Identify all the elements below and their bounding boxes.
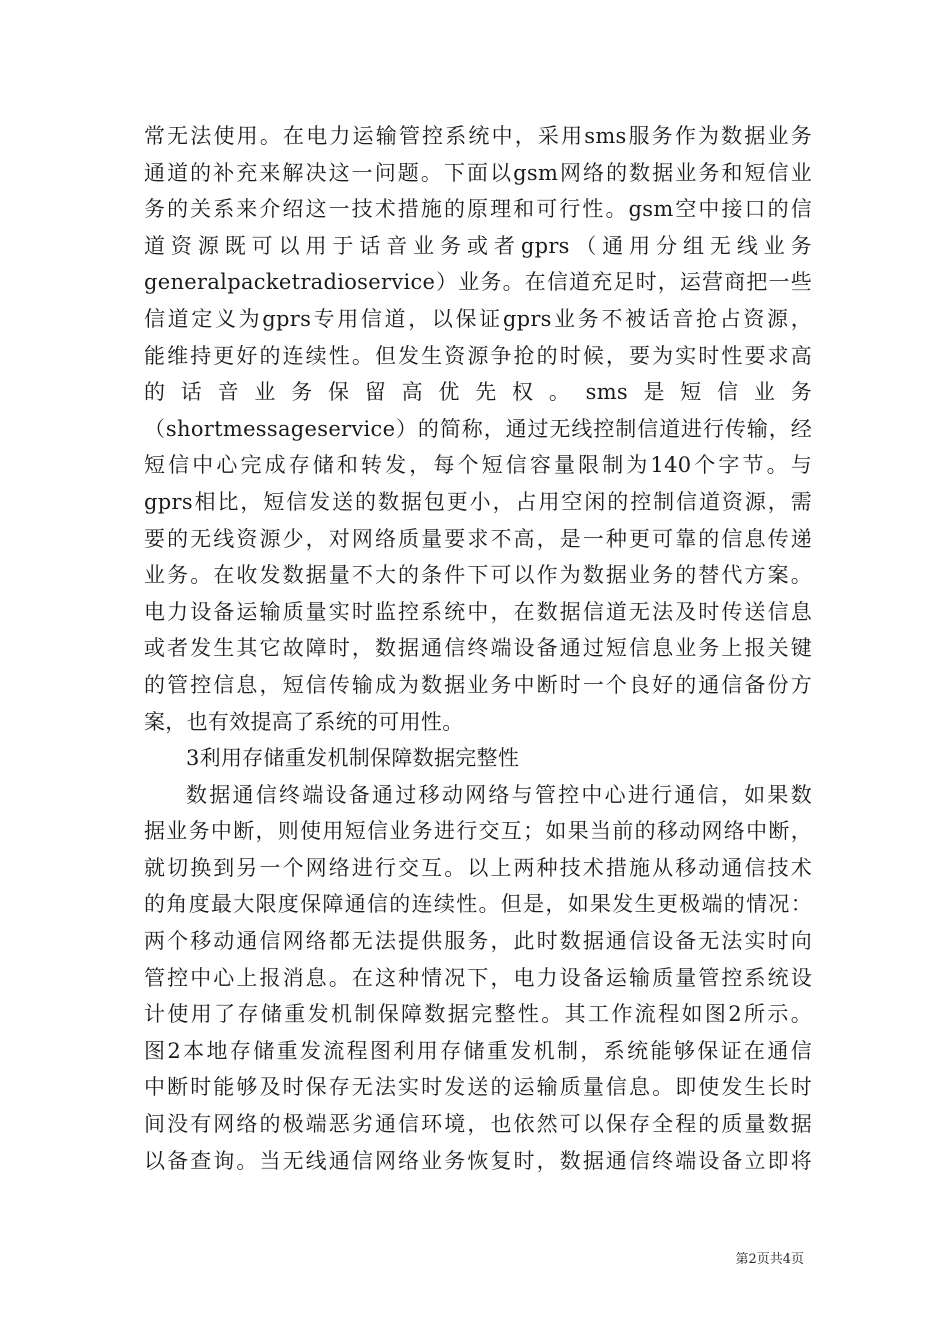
text-line: generalpacketradioservice）业务。在信道充足时，运营商把一些 [144, 270, 812, 295]
text-line: 案，也有效提高了系统的可用性。 [144, 709, 464, 734]
text-line: 信道定义为gprs专用信道，以保证gprs业务不被话音抢占资源， [144, 306, 812, 331]
text-line: 的管控信息，短信传输成为数据业务中断时一个良好的通信备份方 [144, 672, 812, 697]
text-line: 两个移动通信网络都无法提供服务，此时数据通信设备无法实时向 [144, 929, 812, 954]
text-line: 通道的补充来解决这一问题。下面以gsm网络的数据业务和短信业 [144, 160, 812, 185]
text-line: 电力设备运输质量实时监控系统中，在数据信道无法及时传送信息 [144, 599, 812, 624]
text-line: 间没有网络的极端恶劣通信环境，也依然可以保存全程的质量数据 [144, 1112, 812, 1137]
text-line: 数据通信终端设备通过移动网络与管控中心进行通信，如果数 [186, 782, 812, 807]
body-text [144, 118, 812, 1179]
text-line: 计使用了存储重发机制保障数据完整性。其工作流程如图2所示。 [144, 1002, 812, 1027]
text-line: 以备查询。当无线通信网络业务恢复时，数据通信终端设备立即将 [144, 1148, 812, 1173]
text-line: 道资源既可以用于话音业务或者gprs（通用分组无线业务 [144, 233, 812, 258]
text-line: 据业务中断，则使用短信业务进行交互；如果当前的移动网络中断， [144, 819, 812, 844]
text-line: 务的关系来介绍这一技术措施的原理和可行性。gsm空中接口的信 [144, 197, 812, 222]
text-line: 常无法使用。在电力运输管控系统中，采用sms服务作为数据业务 [144, 124, 812, 148]
text-line: 的话音业务保留高优先权。sms是短信业务 [144, 380, 812, 405]
text-line: 中断时能够及时保存无法实时发送的运输质量信息。即使发生长时 [144, 1075, 812, 1100]
text-line: （shortmessageservice）的简称，通过无线控制信道进行传输，经 [144, 416, 812, 441]
section-heading: 3利用存储重发机制保障数据完整性 [186, 746, 520, 771]
text-line: 的角度最大限度保障通信的连续性。但是，如果发生更极端的情况： [144, 892, 812, 917]
text-line: 图2本地存储重发流程图利用存储重发机制，系统能够保证在通信 [144, 1038, 812, 1063]
page-number: 第2页共4页 [735, 1252, 804, 1267]
text-line: 管控中心上报消息。在这种情况下，电力设备运输质量管控系统设 [144, 965, 812, 990]
text-line: 或者发生其它故障时，数据通信终端设备通过短信息业务上报关键 [144, 636, 812, 661]
text-line: 要的无线资源少，对网络质量要求不高，是一种更可靠的信息传递 [144, 526, 812, 551]
text-line: 就切换到另一个网络进行交互。以上两种技术措施从移动通信技术 [144, 855, 812, 880]
text-line: 短信中心完成存储和转发，每个短信容量限制为140个字节。与 [144, 453, 812, 478]
text-line: 业务。在收发数据量不大的条件下可以作为数据业务的替代方案。 [144, 563, 812, 588]
text-line: gprs相比，短信发送的数据包更小，占用空闲的控制信道资源，需 [144, 489, 812, 514]
text-line: 能维持更好的连续性。但发生资源争抢的时候，要为实时性要求高 [144, 343, 812, 368]
